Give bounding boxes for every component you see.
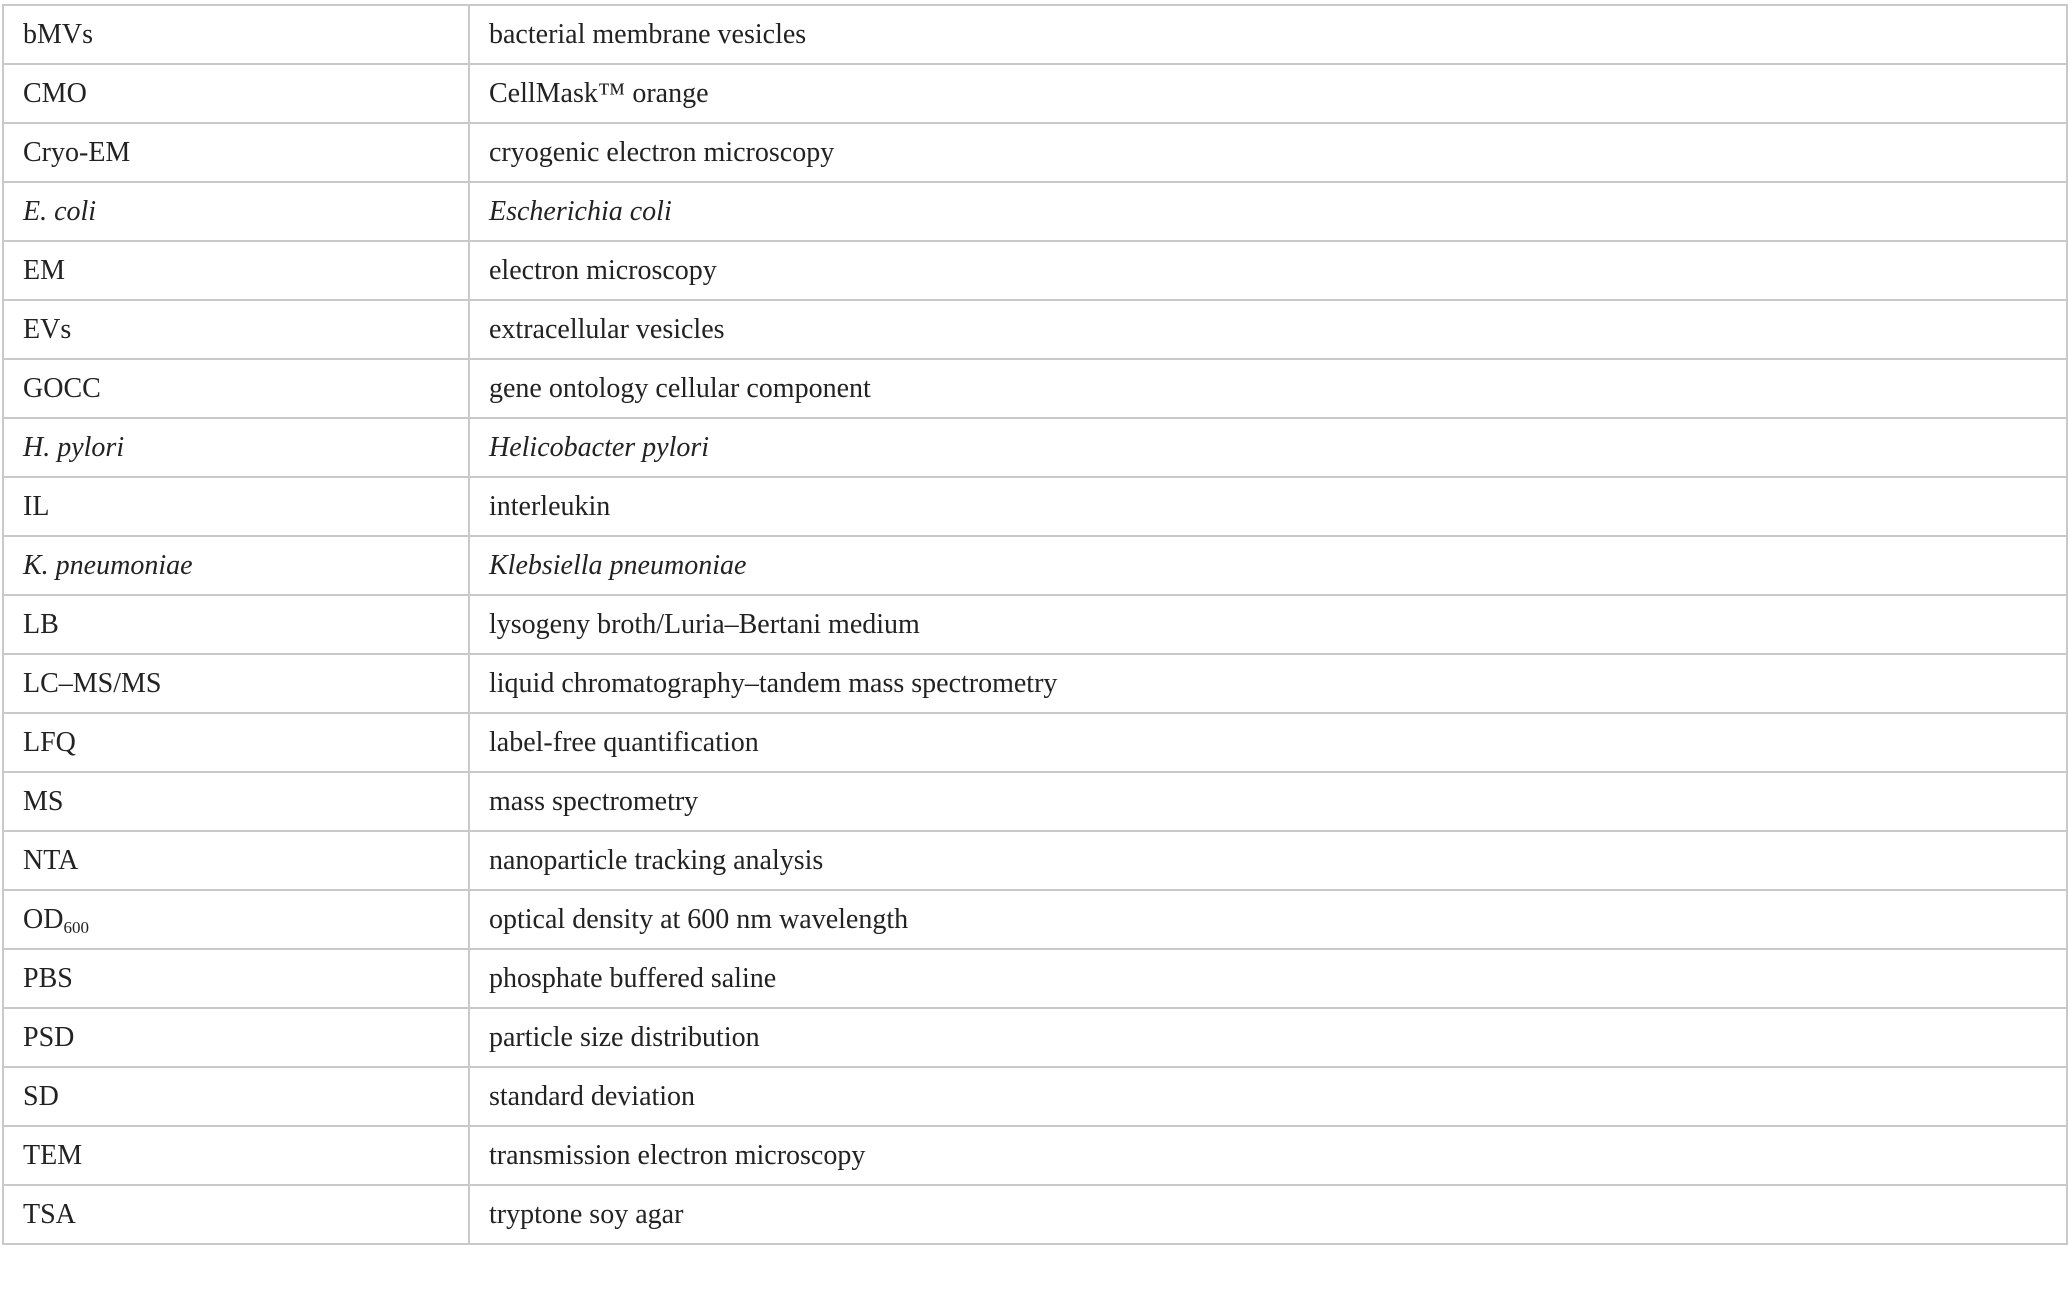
abbreviation-cell [3, 1185, 469, 1244]
abbreviation-text: EVs [23, 313, 72, 345]
abbreviation-text: E. coli [23, 195, 97, 227]
abbreviation-cell [3, 241, 469, 300]
definition-text: gene ontology cellular component [489, 372, 871, 404]
table-row [3, 477, 2067, 536]
definition-cell [469, 536, 2067, 595]
definition-text: electron microscopy [489, 254, 717, 286]
definition-text: extracellular vesicles [489, 313, 725, 345]
table-row [3, 536, 2067, 595]
table-row [3, 359, 2067, 418]
definition-cell [469, 1008, 2067, 1067]
abbreviation-text: OD [23, 903, 64, 935]
table-row [3, 1008, 2067, 1067]
definition-text: Klebsiella pneumoniae [489, 549, 747, 581]
definition-cell [469, 182, 2067, 241]
definition-text: tryptone soy agar [489, 1198, 684, 1230]
definition-text: Escherichia coli [489, 195, 672, 227]
abbreviation-text: Cryo-EM [23, 136, 131, 168]
table-row [3, 654, 2067, 713]
abbreviation-cell [3, 890, 469, 949]
abbreviation-text: TSA [23, 1198, 76, 1230]
table-row [3, 772, 2067, 831]
abbreviation-cell [3, 64, 469, 123]
table-row [3, 1067, 2067, 1126]
abbreviation-cell [3, 1008, 469, 1067]
abbreviation-text: LB [23, 608, 59, 640]
abbreviation-cell [3, 536, 469, 595]
abbreviation-text: CMO [23, 77, 87, 109]
abbreviations-table [2, 4, 2068, 1245]
table-row [3, 64, 2067, 123]
abbreviation-text: TEM [23, 1139, 83, 1171]
table-row [3, 241, 2067, 300]
abbreviation-text: NTA [23, 844, 79, 876]
table-row [3, 595, 2067, 654]
abbreviation-text: GOCC [23, 372, 101, 404]
abbreviation-text: PBS [23, 962, 73, 994]
abbreviation-cell [3, 182, 469, 241]
abbreviation-text: LFQ [23, 726, 76, 758]
definition-cell [469, 595, 2067, 654]
table-row [3, 182, 2067, 241]
abbreviation-cell [3, 1126, 469, 1185]
table-row [3, 713, 2067, 772]
definition-text: phosphate buffered saline [489, 962, 777, 994]
table-row [3, 5, 2067, 64]
definition-cell [469, 654, 2067, 713]
abbreviation-cell [3, 713, 469, 772]
definition-cell [469, 1126, 2067, 1185]
definition-cell [469, 64, 2067, 123]
table-row [3, 1185, 2067, 1244]
definition-text: lysogeny broth/Luria–Bertani medium [489, 608, 920, 640]
definition-text: particle size distribution [489, 1021, 760, 1053]
definition-text: liquid chromatography–tandem mass spectrometry [489, 667, 1058, 699]
abbreviation-cell [3, 1067, 469, 1126]
abbreviation-text: IL [23, 490, 50, 522]
abbreviation-text: K. pneumoniae [23, 549, 193, 581]
definition-text: Helicobacter pylori [489, 431, 710, 463]
abbreviation-cell [3, 831, 469, 890]
definition-text: standard deviation [489, 1080, 696, 1112]
abbreviation-text: EM [23, 254, 65, 286]
definition-cell [469, 890, 2067, 949]
definition-cell [469, 772, 2067, 831]
table-row [3, 831, 2067, 890]
definition-cell [469, 713, 2067, 772]
abbreviation-cell [3, 654, 469, 713]
definition-text: CellMask™ orange [489, 77, 709, 109]
definition-cell [469, 1185, 2067, 1244]
abbreviation-cell [3, 772, 469, 831]
table-row [3, 890, 2067, 949]
abbreviation-text: bMVs [23, 18, 94, 50]
abbreviation-cell [3, 123, 469, 182]
definition-cell [469, 831, 2067, 890]
table-row [3, 949, 2067, 1008]
abbreviation-subscript: 600 [63, 917, 89, 937]
abbreviation-cell [3, 595, 469, 654]
abbreviation-text: H. pylori [23, 431, 125, 463]
abbreviation-cell [3, 418, 469, 477]
abbreviation-text: PSD [23, 1021, 75, 1053]
definition-text: interleukin [489, 490, 611, 522]
definition-cell [469, 5, 2067, 64]
table-row [3, 418, 2067, 477]
abbreviation-text: LC–MS/MS [23, 667, 162, 699]
definition-text: label-free quantification [489, 726, 759, 758]
definition-text: transmission electron microscopy [489, 1139, 866, 1171]
definition-text: nanoparticle tracking analysis [489, 844, 824, 876]
abbreviation-cell [3, 359, 469, 418]
definition-cell [469, 123, 2067, 182]
abbreviation-cell [3, 949, 469, 1008]
abbreviation-cell [3, 5, 469, 64]
table-row [3, 1126, 2067, 1185]
definition-cell [469, 359, 2067, 418]
table-row [3, 300, 2067, 359]
definition-cell [469, 300, 2067, 359]
definition-cell [469, 477, 2067, 536]
definition-cell [469, 241, 2067, 300]
abbreviations-table-body [3, 5, 2067, 1244]
definition-cell [469, 949, 2067, 1008]
definition-text: cryogenic electron microscopy [489, 136, 835, 168]
table-row [3, 123, 2067, 182]
definition-text: optical density at 600 nm wavelength [489, 903, 909, 935]
abbreviation-cell [3, 477, 469, 536]
definition-text: mass spectrometry [489, 785, 699, 817]
definition-cell [469, 1067, 2067, 1126]
abbreviation-text: SD [23, 1080, 59, 1112]
abbreviation-text: MS [23, 785, 64, 817]
definition-text: bacterial membrane vesicles [489, 18, 807, 50]
definition-cell [469, 418, 2067, 477]
abbreviation-cell [3, 300, 469, 359]
